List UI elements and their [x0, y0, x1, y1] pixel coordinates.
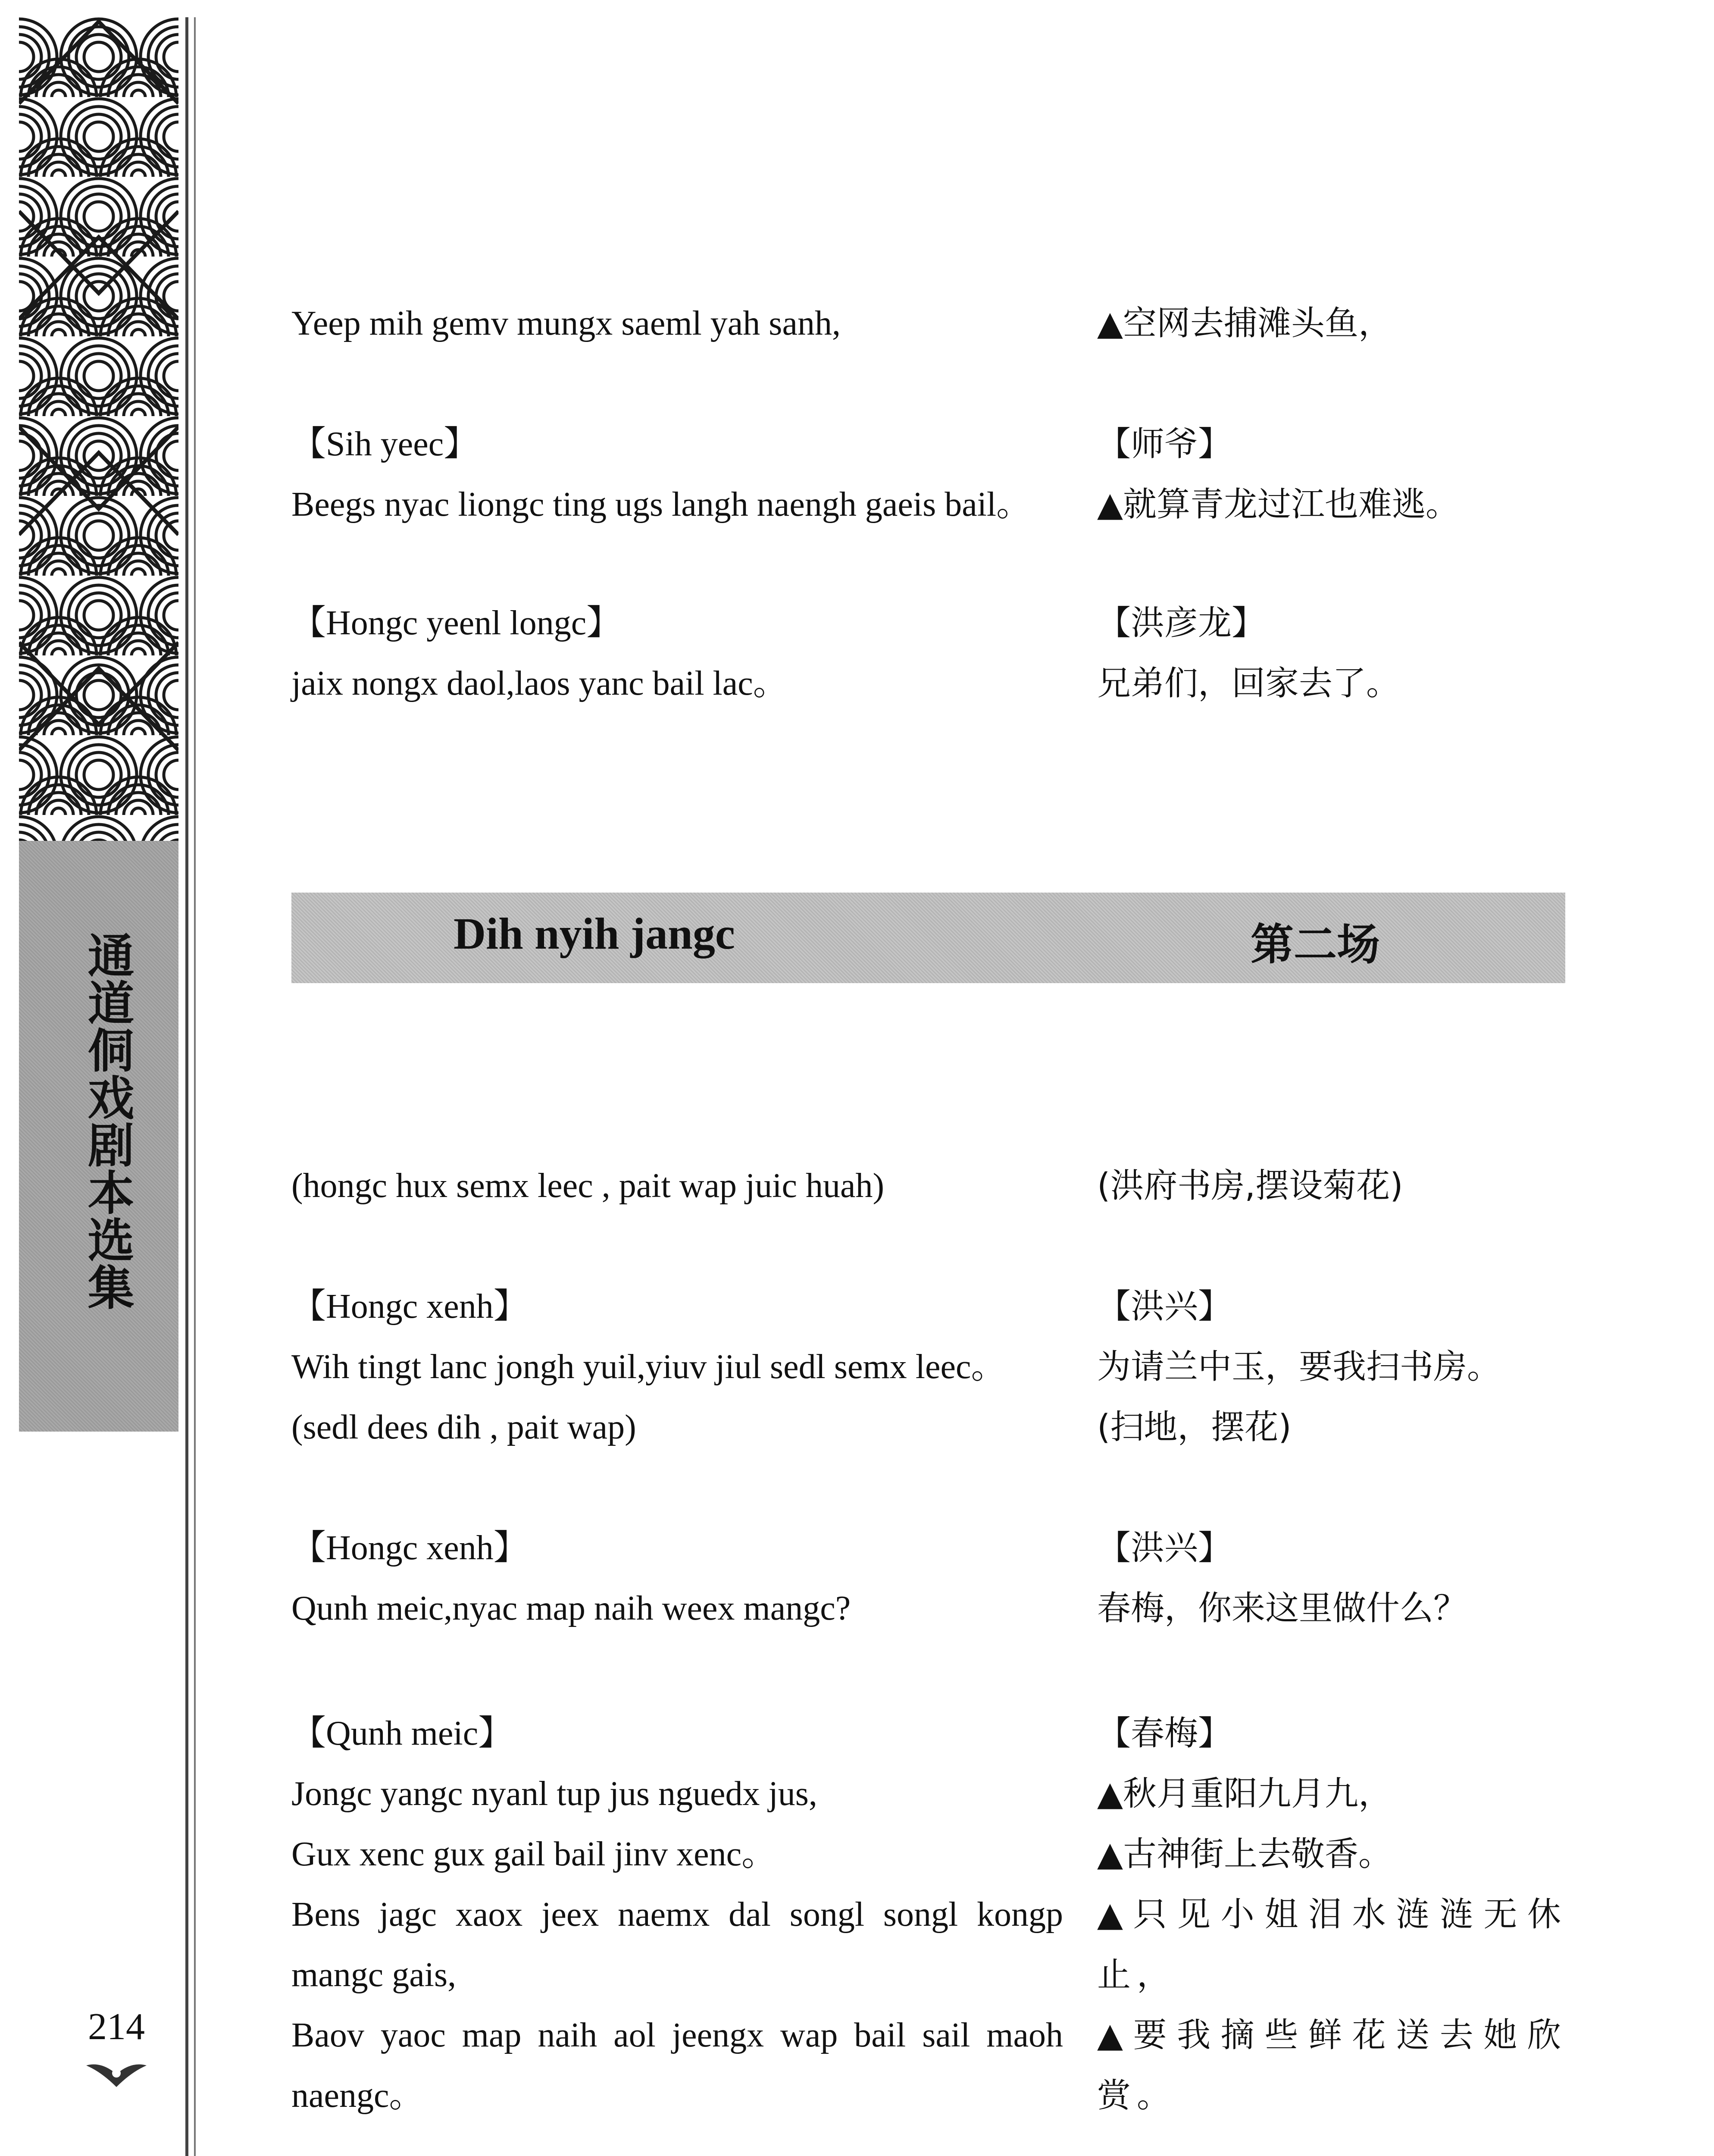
- dong-block-1: [291, 293, 1063, 354]
- page-number-ornament: [84, 2057, 149, 2091]
- chinese-line: ▲古神街上去敬香。: [1097, 1835, 1392, 1874]
- speaker-name: 【Hongc yeenl longc】: [291, 604, 621, 642]
- chinese-block-6: [1097, 1703, 1567, 1884]
- speaker-name: 【Hongc xenh】: [291, 1529, 528, 1567]
- speaker-name: 【Hongc xenh】: [291, 1288, 528, 1326]
- chinese-line: ▲秋月重阳九月九，: [1097, 1774, 1392, 1813]
- scene-heading-bar: [291, 893, 1565, 983]
- margin-rule: [185, 17, 188, 2156]
- wave-pattern: [19, 17, 178, 841]
- chinese-line: 为请兰中玉，要我扫书房。: [1097, 1348, 1501, 1386]
- page-number: 214: [88, 2006, 145, 2048]
- scene-heading-chinese: 第二场: [1251, 919, 1380, 970]
- dong-block-3: [291, 593, 1063, 714]
- chinese-line: ▲空网去捕滩头鱼，: [1097, 304, 1392, 343]
- chinese-line: (洪府书房,摆设菊花): [1097, 1166, 1403, 1205]
- dong-line: (sedl dees dih , pait wap): [291, 1408, 636, 1446]
- dong-line: Gux xenc gux gail bail jinv xenc。: [291, 1835, 776, 1873]
- chinese-line: ▲只见小姐泪水涟涟无休止，: [1097, 1895, 1567, 1994]
- chinese-line: 兄弟们，回家去了。: [1097, 664, 1400, 703]
- dong-line: jaix nongx daol,laos yanc bail lac。: [291, 664, 788, 702]
- scene-heading-dong: Dih nyih jangc: [454, 909, 735, 959]
- dong-block-4: [291, 1276, 1063, 1457]
- book-title-vertical: 通道侗戏剧本选集: [80, 931, 134, 1311]
- chinese-block-2: [1097, 414, 1567, 535]
- decorative-side-band: [19, 17, 178, 1432]
- dong-block-2: [291, 414, 1063, 535]
- dong-block-6: [291, 1703, 1063, 1884]
- dong-line: Yeep mih gemv mungx saeml yah sanh,: [291, 304, 841, 342]
- chinese-block-4: [1097, 1276, 1567, 1457]
- speaker-name: 【Sih yeec】: [291, 425, 479, 463]
- chinese-line: (扫地，摆花): [1097, 1408, 1292, 1447]
- dong-line: Beegs nyac liongc ting ugs langh naengh gaeis bail。: [291, 486, 1031, 523]
- dong-line: Wih tingt lanc jongh yuil,yiuv jiul sedl semx leec。: [291, 1348, 1006, 1386]
- dong-line: Qunh meic,nyac map naih weex mangc?: [291, 1589, 851, 1627]
- chinese-block-8: [1097, 2005, 1567, 2126]
- dong-block-5: [291, 1518, 1063, 1639]
- chinese-block-1: [1097, 293, 1567, 354]
- speaker-name: 【师爷】: [1097, 425, 1232, 464]
- speaker-name: 【洪兴】: [1097, 1529, 1232, 1567]
- speaker-name: 【春梅】: [1097, 1714, 1232, 1753]
- chinese-block-5: [1097, 1518, 1567, 1639]
- chinese-line: ▲就算青龙过江也难逃。: [1097, 485, 1459, 524]
- dong-line: Baov yaoc map naih aol jeengx wap bail sail maoh naengc。: [291, 2016, 1063, 2115]
- speaker-name: 【洪彦龙】: [1097, 604, 1266, 642]
- dong-block-8: [291, 2005, 1063, 2126]
- dong-block-7: [291, 1884, 1063, 2005]
- dong-line: Bens jagc xaox jeex naemx dal songl songl kongp mangc gais,: [291, 1896, 1063, 1994]
- dong-line: (hongc hux semx leec , pait wap juic huah): [291, 1167, 885, 1205]
- chinese-stage-direction: [1097, 1156, 1567, 1216]
- chinese-line: 春梅，你来这里做什么？: [1097, 1589, 1467, 1628]
- chinese-block-7: [1097, 1884, 1567, 2005]
- speaker-name: 【Qunh meic】: [291, 1714, 513, 1752]
- chinese-line: ▲要我摘些鲜花送去她欣赏。: [1097, 2016, 1567, 2115]
- dong-stage-direction: [291, 1156, 1063, 1216]
- margin-rule-thin: [194, 17, 196, 2156]
- dong-line: Jongc yangc nyanl tup jus nguedx jus,: [291, 1775, 817, 1813]
- speaker-name: 【洪兴】: [1097, 1287, 1232, 1326]
- chinese-block-3: [1097, 593, 1567, 714]
